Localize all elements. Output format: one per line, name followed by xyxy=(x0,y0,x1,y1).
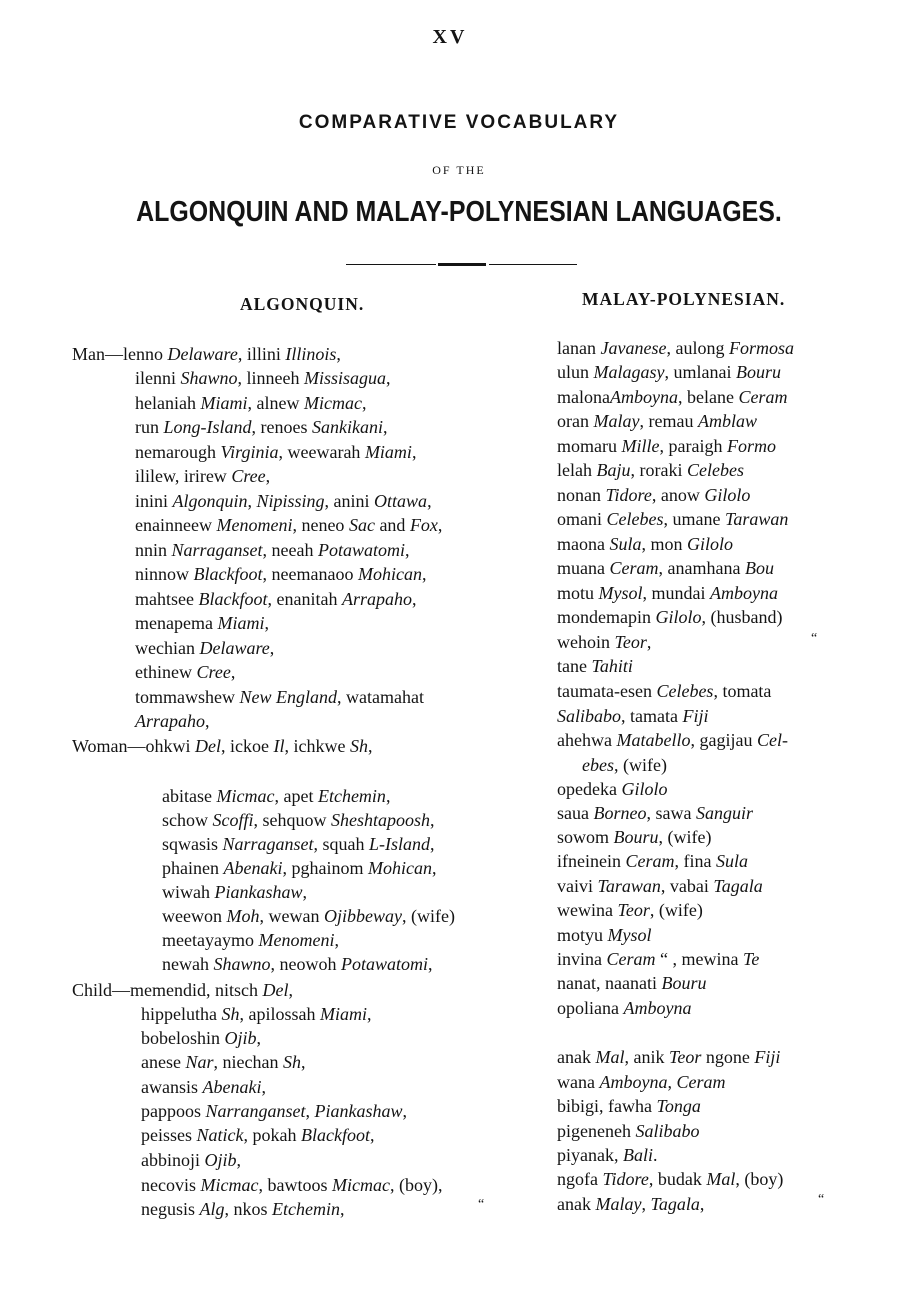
page-number: XV xyxy=(432,26,468,48)
ornamental-rule-right xyxy=(489,264,577,265)
algonquin-entry-line: wechian Delaware, xyxy=(135,638,275,658)
algonquin-entry-line: Man—lenno Delaware, illini Illinois, xyxy=(72,344,341,364)
malay-polynesian-entry-line: anak Mal, anik Teor ngone Fiji xyxy=(557,1047,781,1067)
algonquin-entry-line: helaniah Miami, alnew Micmac, xyxy=(135,393,367,413)
algonquin-entry-line: wiwah Piankashaw, xyxy=(162,882,307,902)
malay-polynesian-entry-line: tane Tahiti xyxy=(557,656,633,676)
algonquin-entry-line: meetayaymo Menomeni, xyxy=(162,930,339,950)
algonquin-entry-line: ethinew Cree, xyxy=(135,662,236,682)
malay-polynesian-entry-line: ahehwa Matabello, gagijau Cel- xyxy=(557,730,788,750)
malay-polynesian-entry-line: Salibabo, tamata Fiji xyxy=(557,706,709,726)
algonquin-entry-line: anese Nar, niechan Sh, xyxy=(141,1052,306,1072)
malay-polynesian-entry-line: ulun Malagasy, umlanai Bouru xyxy=(557,362,781,382)
algonquin-entry-line: sqwasis Narraganset, squah L-Island, xyxy=(162,834,435,854)
malay-polynesian-entry-line: oran Malay, remau Amblaw xyxy=(557,411,757,431)
algonquin-entry-line: ililew, irirew Cree, xyxy=(135,466,271,486)
malay-polynesian-entry-line: malonaAmboyna, belane Ceram xyxy=(557,387,788,407)
ditto-mark: “ xyxy=(818,1192,825,1207)
malay-polynesian-entry-line: lanan Javanese, aulong Formosa xyxy=(557,338,794,358)
algonquin-entry-line: necovis Micmac, bawtoos Micmac, (boy), xyxy=(141,1175,443,1195)
algonquin-entry-line: ilenni Shawno, linneeh Missisagua, xyxy=(135,368,391,388)
malay-polynesian-entry-line: muana Ceram, anamhana Bou xyxy=(557,558,774,578)
malay-polynesian-entry-line: lelah Baju, roraki Celebes xyxy=(557,460,744,480)
title-line-1: COMPARATIVE VOCABULARY xyxy=(298,112,620,133)
malay-polynesian-entry-line: momaru Mille, paraigh Formo xyxy=(557,436,776,456)
algonquin-entry-line: awansis Abenaki, xyxy=(141,1077,266,1097)
malay-polynesian-entry-line: ngofa Tidore, budak Mal, (boy) xyxy=(557,1169,784,1189)
algonquin-entry-line: phainen Abenaki, pghainom Mohican, xyxy=(162,858,437,878)
title-line-2: OF THE xyxy=(432,163,486,177)
algonquin-entry-line: nnin Narraganset, neeah Potawatomi, xyxy=(135,540,410,560)
ditto-mark: “ xyxy=(478,1197,485,1212)
malay-polynesian-entry-line: wewina Teor, (wife) xyxy=(557,900,703,920)
algonquin-entry-line: run Long-Island, renoes Sankikani, xyxy=(135,417,388,437)
malay-polynesian-entry-line: ebes, (wife) xyxy=(582,755,667,775)
algonquin-entry-line: hippelutha Sh, apilossah Miami, xyxy=(141,1004,372,1024)
algonquin-entry-line: pappoos Narranganset, Piankashaw, xyxy=(141,1101,408,1121)
malay-polynesian-entry-line: mondemapin Gilolo, (husband) xyxy=(557,607,783,627)
malay-polynesian-entry-line: vaivi Tarawan, vabai Tagala xyxy=(557,876,763,896)
algonquin-entry-line: mahtsee Blackfoot, enanitah Arrapaho, xyxy=(135,589,417,609)
malay-polynesian-entry-line: wehoin Teor, xyxy=(557,632,652,652)
ornamental-rule-center xyxy=(438,263,486,266)
page-title: ALGONQUIN AND MALAY-POLYNESIAN LANGUAGES. xyxy=(136,196,782,228)
algonquin-entry-line: Woman—ohkwi Del, ickoe Il, ichkwe Sh, xyxy=(72,736,373,756)
algonquin-entry-line: Child—memendid, nitsch Del, xyxy=(72,980,293,1000)
algonquin-entry-line: ninnow Blackfoot, neemanaoo Mohican, xyxy=(135,564,427,584)
malay-polynesian-entry-line: ifneinein Ceram, fina Sula xyxy=(557,851,748,871)
algonquin-entry-line: abitase Micmac, apet Etchemin, xyxy=(162,786,391,806)
malay-polynesian-entry-line: maona Sula, mon Gilolo xyxy=(557,534,734,554)
malay-polynesian-entry-line: anak Malay, Tagala, xyxy=(557,1194,705,1214)
left-column-heading: ALGONQUIN. xyxy=(240,294,365,314)
algonquin-entry-line: newah Shawno, neowoh Potawatomi, xyxy=(162,954,433,974)
ornamental-rule-left xyxy=(346,264,436,265)
malay-polynesian-entry-line: motu Mysol, mundai Amboyna xyxy=(557,583,778,603)
algonquin-entry-line: inini Algonquin, Nipissing, anini Ottawa, xyxy=(135,491,432,511)
malay-polynesian-entry-line: pigeneneh Salibabo xyxy=(557,1121,700,1141)
malay-polynesian-entry-line: nonan Tidore, anow Gilolo xyxy=(557,485,751,505)
malay-polynesian-entry-line: bibigi, fawha Tonga xyxy=(557,1096,701,1116)
malay-polynesian-entry-line: saua Borneo, sawa Sanguir xyxy=(557,803,753,823)
right-column-heading: MALAY-POLYNESIAN. xyxy=(582,289,786,309)
algonquin-entry-line: nemarough Virginia, weewarah Miami, xyxy=(135,442,417,462)
algonquin-entry-line: bobeloshin Ojib, xyxy=(141,1028,262,1048)
malay-polynesian-entry-line: motyu Mysol xyxy=(557,925,652,945)
malay-polynesian-entry-line: invina Ceram “ , mewina Te xyxy=(557,949,760,969)
algonquin-entry-line: menapema Miami, xyxy=(135,613,269,633)
malay-polynesian-entry-line: piyanak, Bali. xyxy=(557,1145,658,1165)
malay-polynesian-entry-line: omani Celebes, umane Tarawan xyxy=(557,509,789,529)
algonquin-entry-line: weewon Moh, wewan Ojibbeway, (wife) xyxy=(162,906,455,926)
algonquin-entry-line: abbinoji Ojib, xyxy=(141,1150,242,1170)
malay-polynesian-entry-line: opedeka Gilolo xyxy=(557,779,668,799)
ditto-mark: “ xyxy=(811,631,818,646)
algonquin-entry-line: schow Scoffi, sehquow Sheshtapoosh, xyxy=(162,810,435,830)
malay-polynesian-entry-line: opoliana Amboyna xyxy=(557,998,692,1018)
malay-polynesian-entry-line: wana Amboyna, Ceram xyxy=(557,1072,726,1092)
algonquin-entry-line: Arrapaho, xyxy=(135,711,210,731)
algonquin-entry-line: tommawshew New England, watamahat xyxy=(135,687,424,707)
malay-polynesian-entry-line: taumata-esen Celebes, tomata xyxy=(557,681,772,701)
algonquin-entry-line: peisses Natick, pokah Blackfoot, xyxy=(141,1125,375,1145)
algonquin-entry-line: enainneew Menomeni, neneo Sac and Fox, xyxy=(135,515,443,535)
algonquin-entry-line: negusis Alg, nkos Etchemin, xyxy=(141,1199,345,1219)
malay-polynesian-entry-line: nanat, naanati Bouru xyxy=(557,973,707,993)
malay-polynesian-entry-line: sowom Bouru, (wife) xyxy=(557,827,712,847)
